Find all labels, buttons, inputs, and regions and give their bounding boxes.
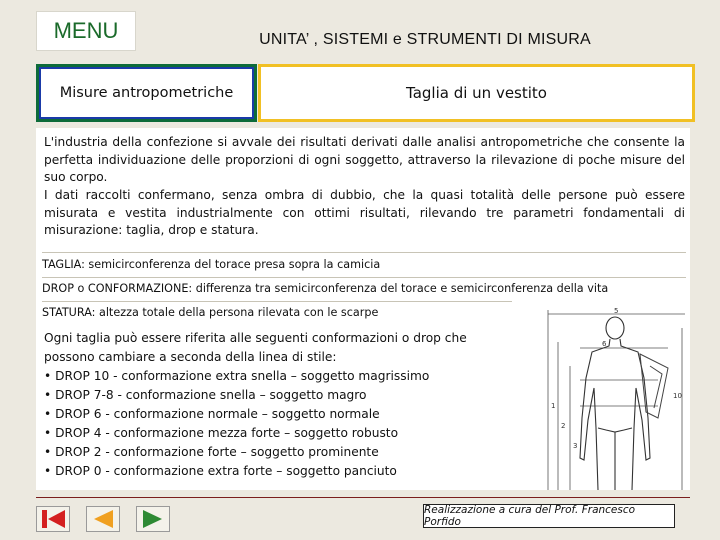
list-item: • DROP 6 - conformazione normale – soggetto normale bbox=[44, 407, 380, 421]
list-item: • DROP 0 - conformazione extra forte – soggetto panciuto bbox=[44, 464, 397, 478]
list-item: • DROP 10 - conformazione extra snella – soggetto magrissimo bbox=[44, 369, 430, 383]
divider bbox=[42, 301, 512, 302]
intro-paragraph-1: L'industria della confezione si avvale dei risultati derivati dalle analisi antropometriche che consente la perfetta individuazione delle proporzioni di ogni soggetto, attraverso la rilevazione di poche misure del suo corpo. bbox=[44, 135, 685, 184]
definition-statura: STATURA: altezza totale della persona rilevata con le scarpe bbox=[42, 306, 379, 319]
next-page-button[interactable] bbox=[136, 506, 170, 532]
drops-intro: Ogni taglia può essere riferita alle seguenti conformazioni o drop che possono cambiare a seconda della linea di stile: bbox=[44, 331, 467, 364]
credit-label: Realizzazione a cura del Prof. Francesco Porfido bbox=[423, 504, 675, 528]
figure-label: 5 bbox=[614, 308, 619, 315]
list-item: • DROP 2 - conformazione forte – soggetto prominente bbox=[44, 445, 379, 459]
topic-misure-antropometriche-button[interactable] bbox=[36, 64, 257, 122]
topic-left-label: Misure antropometriche bbox=[39, 67, 254, 119]
figure-label: 3 bbox=[573, 442, 578, 450]
figure-label: 1 bbox=[551, 402, 556, 410]
figure-label: 6 bbox=[602, 340, 607, 348]
content-panel bbox=[36, 128, 690, 490]
definition-drop: DROP o CONFORMAZIONE: differenza tra semicirconferenza del torace e semicirconferenza della vita bbox=[42, 282, 609, 295]
human-silhouette bbox=[580, 317, 650, 490]
footer-divider bbox=[36, 497, 690, 498]
previous-page-button[interactable] bbox=[86, 506, 120, 532]
definition-taglia: TAGLIA: semicirconferenza del torace presa sopra la camicia bbox=[42, 258, 381, 271]
topic-taglia-vestito-heading: Taglia di un vestito bbox=[258, 64, 695, 122]
first-page-button[interactable] bbox=[36, 506, 70, 532]
divider bbox=[42, 252, 686, 253]
figure-label: 10 bbox=[673, 392, 682, 400]
arm-measure-icon bbox=[640, 354, 668, 418]
divider bbox=[42, 277, 686, 278]
drops-list bbox=[44, 329, 514, 481]
figure-label: 2 bbox=[561, 422, 566, 430]
list-item: • DROP 7-8 - conformazione snella – soggetto magro bbox=[44, 388, 367, 402]
list-item: • DROP 4 - conformazione mezza forte – soggetto robusto bbox=[44, 426, 399, 440]
page-title: UNITA’ , SISTEMI e STRUMENTI DI MISURA bbox=[259, 31, 591, 48]
intro-paragraph-2: I dati raccolti confermano, senza ombra di dubbio, che la quasi totalità delle persone può essere misurata e vestita industrialmente con ottimi risultati, rilevando tre parametri fondamentali di misurazione: taglia, drop e statura. bbox=[44, 188, 685, 237]
menu-button[interactable]: MENU bbox=[36, 11, 136, 51]
body-measurement-figure bbox=[540, 308, 690, 490]
